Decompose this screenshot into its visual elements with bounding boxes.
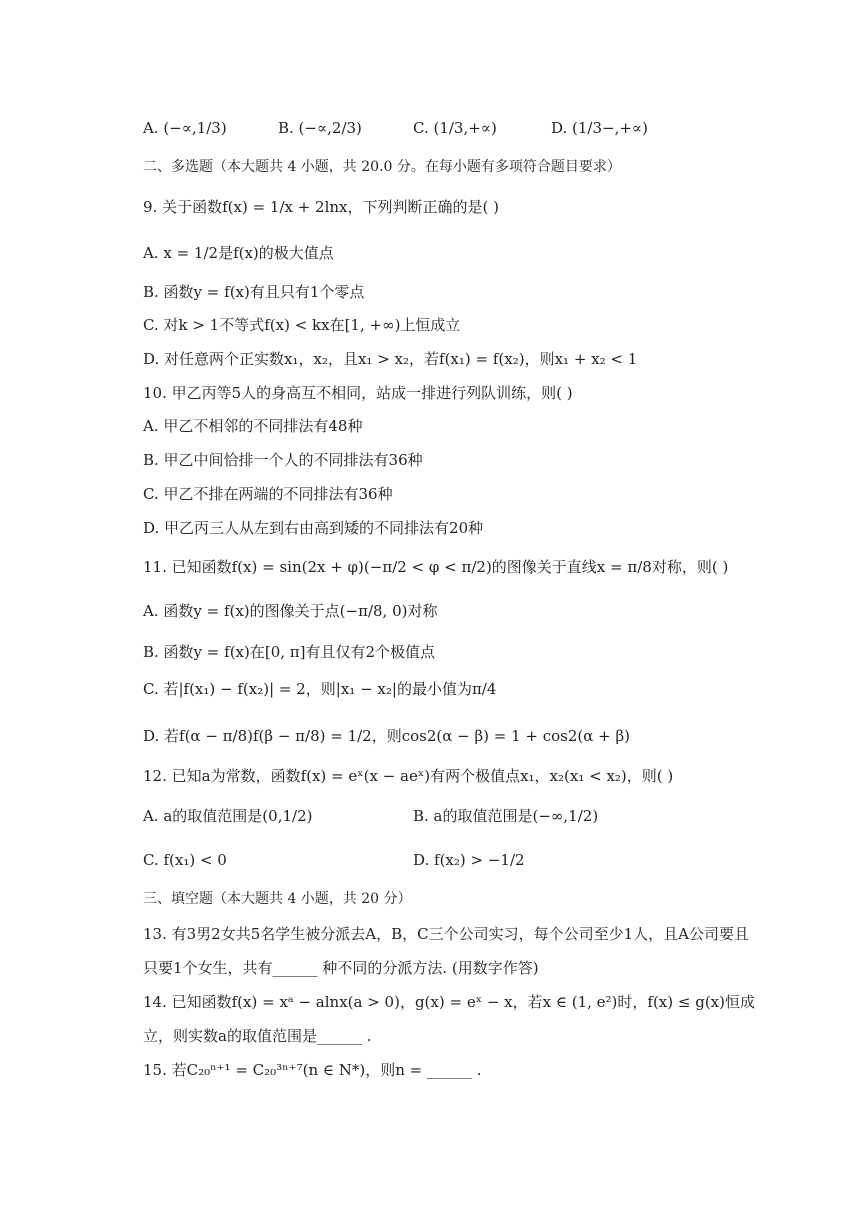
q11-stem: 11. 已知函数f(x) = sin(2x + φ)(−π/2 < φ < π/2)的图像关于直线x = π/8对称，则( )	[143, 558, 729, 576]
q12-option-b: B. a的取值范围是(−∞,1/2)	[413, 807, 599, 825]
q11-option-b: B. 函数y = f(x)在[0, π]有且仅有2个极值点	[143, 643, 436, 661]
q10-option-b: B. 甲乙中间恰排一个人的不同排法有36种	[143, 451, 423, 469]
q12-option-a: A. a的取值范围是(0,1/2)	[143, 807, 313, 825]
q12-stem: 12. 已知a为常数，函数f(x) = eˣ(x − aeˣ)有两个极值点x₁，x₂(x₁ < x₂)，则( )	[143, 767, 674, 785]
q9-stem: 9. 关于函数f(x) = 1/x + 2lnx，下列判断正确的是( )	[143, 198, 499, 216]
q15-stem: 15. 若C₂₀ⁿ⁺¹ = C₂₀³ⁿ⁺⁷(n ∈ N*)，则n = ______ .	[143, 1061, 482, 1079]
q10-option-d: D. 甲乙丙三人从左到右由高到矮的不同排法有20种	[143, 519, 484, 537]
section-heading-fill-in: 三、填空题（本大题共 4 小题，共 20 分）	[143, 891, 412, 907]
q11-option-d: D. 若f(α − π/8)f(β − π/8) = 1/2，则cos2(α − β) = 1 + cos2(α + β)	[143, 727, 631, 745]
q8-option-a: A. (−∝,1/3)	[143, 119, 227, 137]
q14-line2: 立，则实数a的取值范围是______ .	[143, 1027, 372, 1045]
q8-option-d: D. (1/3−,+∝)	[551, 119, 648, 137]
q9-option-c: C. 对k > 1不等式f(x) < kx在[1, +∞)上恒成立	[143, 316, 461, 334]
q9-option-b: B. 函数y = f(x)有且只有1个零点	[143, 283, 365, 301]
q13-line1: 13. 有3男2女共5名学生被分派去A，B，C三个公司实习，每个公司至少1人，且A公司要且	[143, 925, 749, 943]
q12-option-d: D. f(x₂) > −1/2	[413, 851, 525, 869]
q9-option-d: D. 对任意两个正实数x₁，x₂，且x₁ > x₂，若f(x₁) = f(x₂)，则x₁ + x₂ < 1	[143, 350, 638, 368]
q11-option-a: A. 函数y = f(x)的图像关于点(−π/8, 0)对称	[143, 602, 438, 620]
q10-option-c: C. 甲乙不排在两端的不同排法有36种	[143, 485, 393, 503]
q11-option-c: C. 若|f(x₁) − f(x₂)| = 2，则|x₁ − x₂|的最小值为π/4	[143, 680, 497, 698]
q9-option-a: A. x = 1/2是f(x)的极大值点	[143, 244, 334, 262]
section-heading-multiple-choice: 二、多选题（本大题共 4 小题，共 20.0 分。在每小题有多项符合题目要求）	[143, 159, 621, 175]
q10-stem: 10. 甲乙丙等5人的身高互不相同，站成一排进行列队训练，则( )	[143, 384, 573, 402]
q8-option-c: C. (1/3,+∝)	[413, 119, 497, 137]
q13-line2: 只要1个女生，共有______ 种不同的分派方法. (用数字作答)	[143, 959, 539, 977]
q8-option-b: B. (−∝,2/3)	[278, 119, 362, 137]
q12-option-c: C. f(x₁) < 0	[143, 851, 227, 869]
q14-line1: 14. 已知函数f(x) = xᵃ − alnx(a > 0)，g(x) = eˣ − x，若x ∈ (1, e²)时，f(x) ≤ g(x)恒成	[143, 993, 755, 1011]
q10-option-a: A. 甲乙不相邻的不同排法有48种	[143, 417, 363, 435]
